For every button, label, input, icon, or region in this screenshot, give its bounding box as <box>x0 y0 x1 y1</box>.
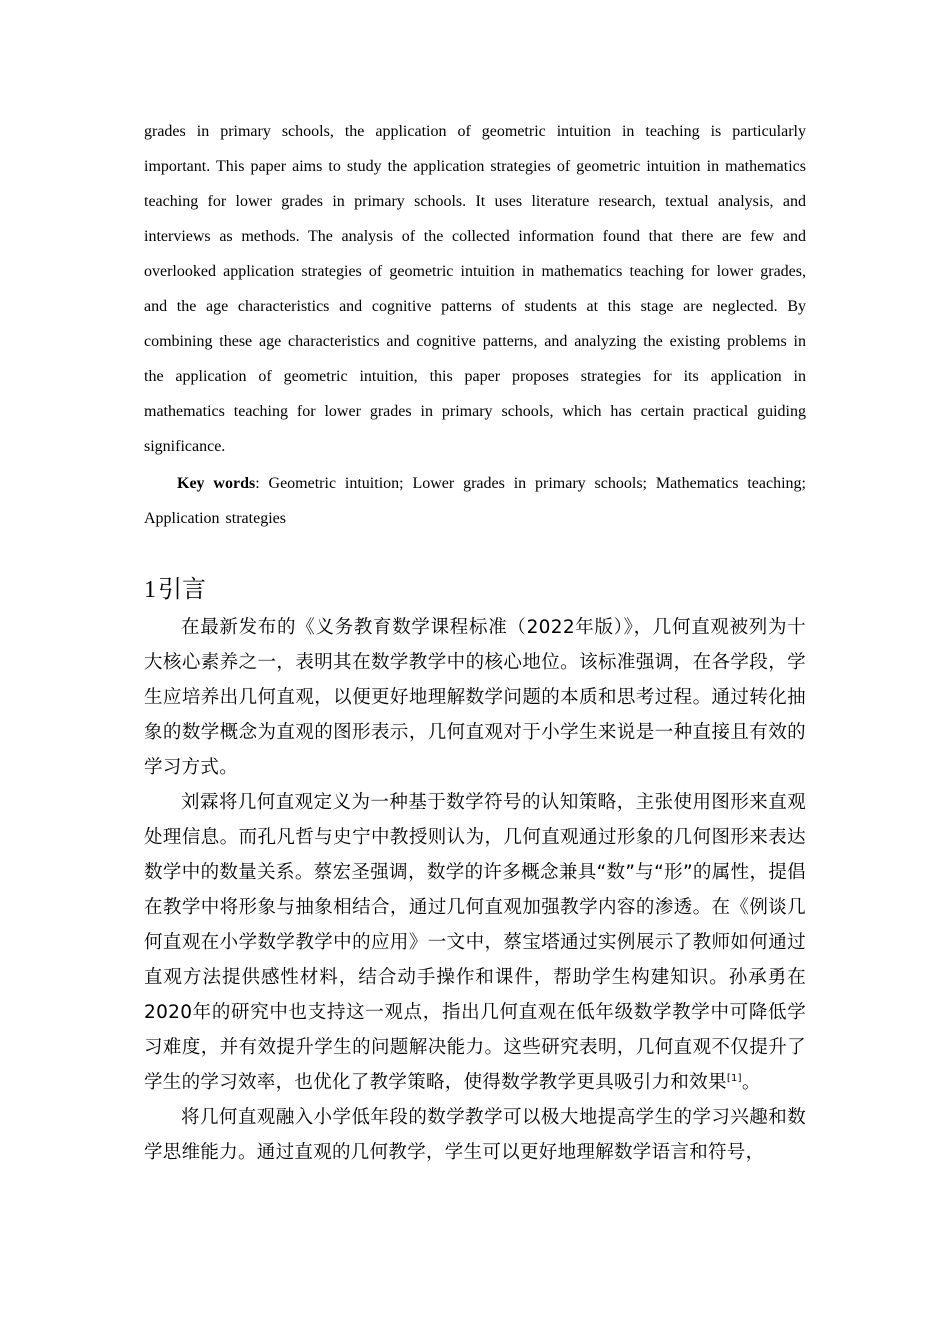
citation-reference: [1] <box>726 1073 742 1084</box>
keywords-paragraph <box>144 466 806 536</box>
section-title: 引言 <box>158 575 206 603</box>
keywords-text: Geometric intuition; Lower grades in primary schools; Mathematics teaching; Application strategies <box>144 475 807 527</box>
body-paragraph-2-text: 刘霖将几何直观定义为一种基于数学符号的认知策略，主张使用图形来直观处理信息。而孔凡哲与史宁中教授则认为，几何直观通过形象的几何图形来表达数学中的数量关系。蔡宏圣强调，数学的许多概念兼具“数”与“形”的属性，提倡在教学中将形象与抽象相结合，通过几何直观加强教学内容的渗透。在《例谈几何直观在小学数学教学中的应用》一文中，蔡宝塔通过实例展示了教师如何通过直观方法提供感性材料，结合动手操作和课件，帮助学生构建知识。孙承勇在2020年的研究中也支持这一观点，指出几何直观在低年级数学教学中可降低学习难度，并有效提升学生的问题解决能力。这些研究表明，几何直观不仅提升了学生的学习效率，也优化了教学策略，使得数学教学更具吸引力和效果 <box>144 792 806 1093</box>
keywords-label: Key words <box>177 475 256 492</box>
body-paragraph-2-tail: 。 <box>741 1072 761 1093</box>
page-content <box>144 114 806 1170</box>
body-paragraph-3: 将几何直观融入小学低年段的数学教学可以极大地提高学生的学习兴趣和数学思维能力。通过直观的几何教学，学生可以更好地理解数学语言和符号， <box>144 1107 806 1163</box>
keywords-separator: : <box>255 475 260 492</box>
english-abstract-paragraph: grades in primary schools, the application of geometric intuition in teaching is particularly important. This paper aims to study the application strategies of geometric intuition in mathematics teaching for lower grades in primary schools. It uses literature research, textual analysis, and interviews as methods. The analysis of the collected information found that there are few and overlooked application strategies of geometric intuition in mathematics teaching for lower grades, and the age characteristics and cognitive patterns of students at this stage are neglected. By combining these age characteristics and cognitive patterns, and analyzing the existing problems in the application of geometric intuition, this paper proposes strategies for its application in mathematics teaching for lower grades in primary schools, which has certain practical guiding significance. <box>144 123 806 455</box>
body-paragraph-1: 在最新发布的《义务教育数学课程标准（2022年版）》，几何直观被列为十大核心素养之一，表明其在数学教学中的核心地位。该标准强调，在各学段，学生应培养出几何直观，以便更好地理解数学问题的本质和思考过程。通过转化抽象的数学概念为直观的图形表示，几何直观对于小学生来说是一种直接且有效的学习方式。 <box>144 617 806 778</box>
section-number: 1 <box>144 577 156 603</box>
body-paragraph-2 <box>144 785 806 1100</box>
section-heading-introduction <box>144 569 806 610</box>
